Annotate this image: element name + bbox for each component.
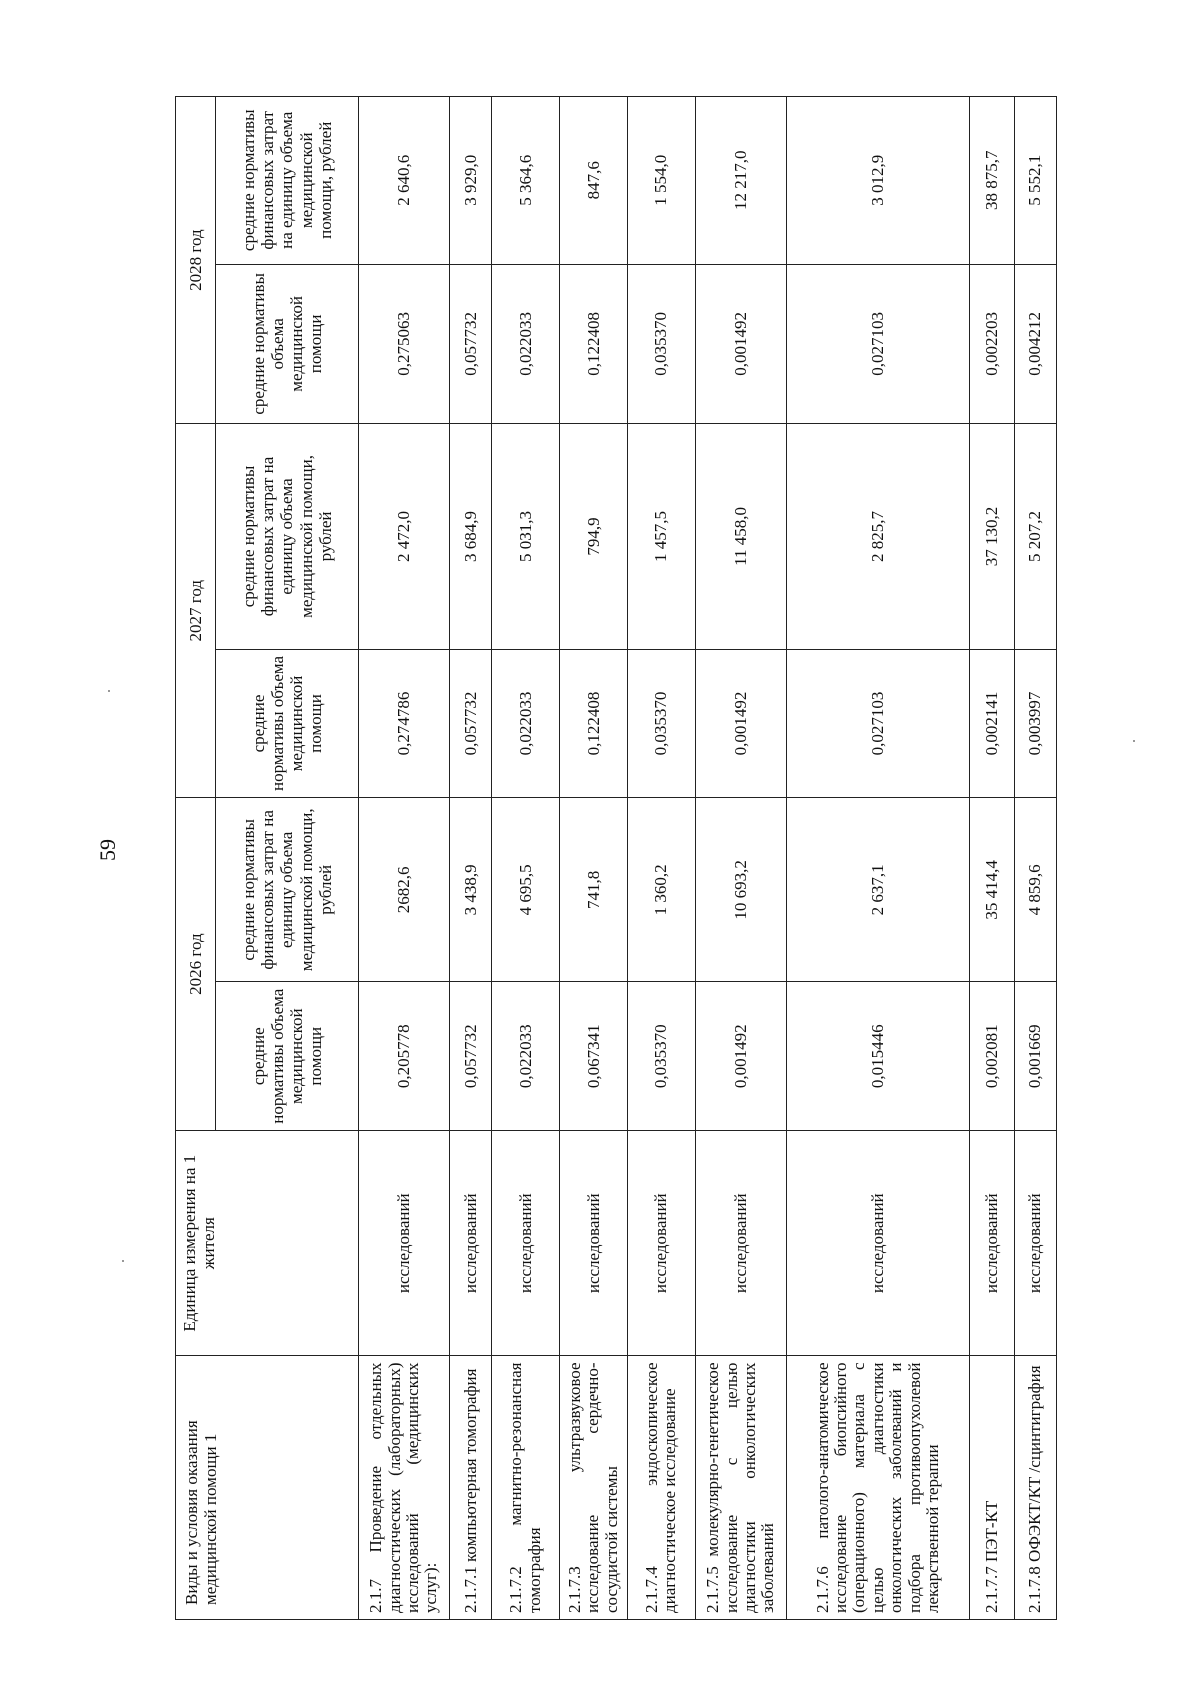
row-volume-2027: 0,122408 [560,649,628,798]
header-year-2027: 2027 год [176,424,216,798]
row-cost-2026: 2 637,1 [786,798,969,982]
row-cost-2027: 11 458,0 [695,424,786,650]
header-cost-2027: средние нормативы финансовых затрат на единицу объема медицинской помощи, рублей [216,424,359,650]
row-volume-2027: 0,057732 [450,649,492,798]
header-cost-2028: средние нормативы финансовых затрат на единицу объема медицинской помощи, рублей [216,97,359,265]
header-types: Виды и условия оказания медицинской помощи 1 [176,1356,359,1620]
row-volume-2027: 0,003997 [1014,649,1056,798]
row-volume-2028: 0,004212 [1014,264,1056,424]
row-cost-2026: 741,8 [560,798,628,982]
table-row [359,97,450,1620]
row-volume-2026: 0,002081 [970,982,1014,1131]
row-volume-2028: 0,022033 [492,264,560,424]
row-name: 2.1.7.7 ПЭТ-КТ [970,1356,1014,1620]
row-name: 2.1.7.1 компьютерная томография [450,1356,492,1620]
table-row [492,97,560,1620]
row-volume-2026: 0,205778 [359,982,450,1131]
row-unit: исследований [786,1130,969,1356]
row-volume-2026: 0,067341 [560,982,628,1131]
rotated-table-wrapper [175,96,1057,1620]
row-name: 2.1.7.4 эндоскопическое диагностическое исследование [628,1356,696,1620]
row-unit: исследований [492,1130,560,1356]
header-row-years [176,97,216,1620]
row-cost-2026: 4 859,6 [1014,798,1056,982]
row-cost-2027: 3 684,9 [450,424,492,650]
row-cost-2027: 2 472,0 [359,424,450,650]
header-volume-2028: средние нормативы объема медицинской помощи [216,264,359,424]
row-cost-2028: 38 875,7 [970,97,1014,265]
row-unit: исследований [628,1130,696,1356]
header-volume-2027: средние нормативы объема медицинской помощи [216,649,359,798]
row-cost-2026: 1 360,2 [628,798,696,982]
header-volume-2026: средние нормативы объема медицинской помощи [216,982,359,1131]
row-volume-2026: 0,035370 [628,982,696,1131]
row-cost-2028: 1 554,0 [628,97,696,265]
row-cost-2026: 3 438,9 [450,798,492,982]
row-unit: исследований [695,1130,786,1356]
table-row [628,97,696,1620]
row-name: 2.1.7.2 магнитно-резонансная томография [492,1356,560,1620]
row-name: 2.1.7.3 ультразвуковое исследование сердечно-сосудистой системы [560,1356,628,1620]
row-unit: исследований [1014,1130,1056,1356]
row-volume-2027: 0,027103 [786,649,969,798]
row-volume-2028: 0,122408 [560,264,628,424]
row-volume-2028: 0,002203 [970,264,1014,424]
table-row [695,97,786,1620]
header-year-2026: 2026 год [176,798,216,1131]
row-cost-2027: 794,9 [560,424,628,650]
row-volume-2026: 0,057732 [450,982,492,1131]
row-unit: исследований [450,1130,492,1356]
row-unit: исследований [560,1130,628,1356]
row-volume-2028: 0,035370 [628,264,696,424]
row-cost-2028: 2 640,6 [359,97,450,265]
row-volume-2027: 0,022033 [492,649,560,798]
row-volume-2027: 0,002141 [970,649,1014,798]
table-row [450,97,492,1620]
row-volume-2028: 0,001492 [695,264,786,424]
table-row [1014,97,1056,1620]
row-cost-2026: 10 693,2 [695,798,786,982]
row-cost-2026: 2682,6 [359,798,450,982]
row-name: 2.1.7 Проведение отдельных диагностических (лабораторных) исследований (медицинских услуг): [359,1356,450,1620]
row-cost-2028: 12 217,0 [695,97,786,265]
row-volume-2028: 0,027103 [786,264,969,424]
scan-speck [108,690,110,692]
row-cost-2028: 847,6 [560,97,628,265]
row-volume-2026: 0,022033 [492,982,560,1131]
row-unit: исследований [970,1130,1014,1356]
header-cost-2026: средние нормативы финансовых затрат на единицу объема медицинской помощи, рублей [216,798,359,982]
table-row [560,97,628,1620]
row-cost-2026: 4 695,5 [492,798,560,982]
row-volume-2027: 0,274786 [359,649,450,798]
row-volume-2026: 0,001492 [695,982,786,1131]
row-volume-2028: 0,057732 [450,264,492,424]
header-year-2028: 2028 год [176,97,216,424]
row-volume-2027: 0,035370 [628,649,696,798]
row-volume-2026: 0,015446 [786,982,969,1131]
row-name: 2.1.7.5 молекулярно-генетическое исследование с целью диагностики онкологических заболеваний [695,1356,786,1620]
row-cost-2027: 5 207,2 [1014,424,1056,650]
table-row [970,97,1014,1620]
row-volume-2028: 0,275063 [359,264,450,424]
row-cost-2027: 2 825,7 [786,424,969,650]
row-cost-2028: 3 012,9 [786,97,969,265]
row-cost-2027: 37 130,2 [970,424,1014,650]
header-unit: Единица измерения на 1 жителя [176,1130,359,1356]
row-cost-2028: 5 552,1 [1014,97,1056,265]
scan-speck [122,1260,124,1262]
row-cost-2027: 5 031,3 [492,424,560,650]
normatives-table [175,96,1057,1620]
page-number: 59 [95,839,120,861]
row-unit: исследований [359,1130,450,1356]
row-name: 2.1.7.8 ОФЭКТ/КТ /сцинтиграфия [1014,1356,1056,1620]
row-volume-2026: 0,001669 [1014,982,1056,1131]
row-volume-2027: 0,001492 [695,649,786,798]
row-cost-2026: 35 414,4 [970,798,1014,982]
table-row [786,97,969,1620]
row-name: 2.1.7.6 патолого-анатомическое исследование биопсийного (операционного) материала с целью диагностики онкологических заболеваний и подбора противоопухолевой лекарственной терапии [786,1356,969,1620]
row-cost-2027: 1 457,5 [628,424,696,650]
row-cost-2028: 3 929,0 [450,97,492,265]
scan-speck [1133,740,1135,742]
row-cost-2028: 5 364,6 [492,97,560,265]
